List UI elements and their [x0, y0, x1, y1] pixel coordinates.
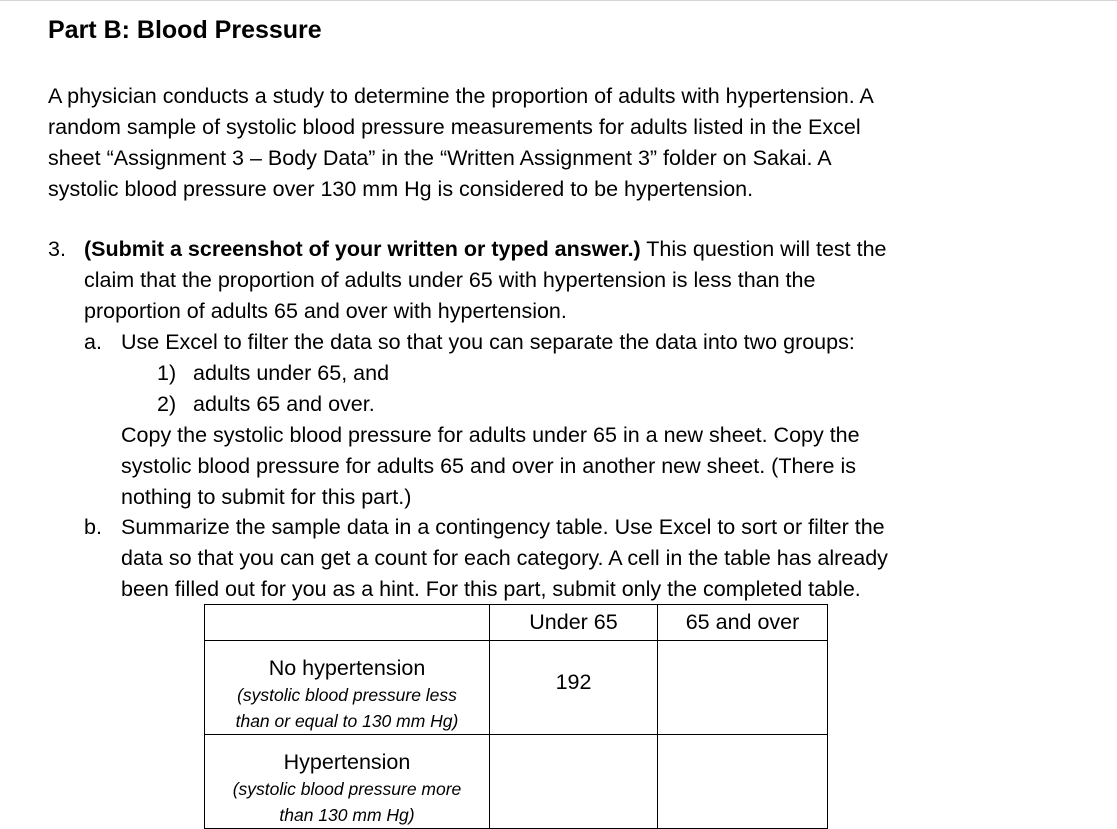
part-b-letter: b.: [84, 515, 102, 539]
part-a-letter: a.: [84, 330, 102, 354]
part-b-line: Summarize the sample data in a contingency table. Use Excel to sort or filter the: [121, 515, 885, 539]
contingency-table: [204, 604, 828, 829]
group-text: adults 65 and over.: [193, 392, 375, 416]
intro-line: systolic blood pressure over 130 mm Hg is considered to be hypertension.: [48, 177, 754, 201]
part-a-line: Copy the systolic blood pressure for adults under 65 in a new sheet. Copy the: [121, 423, 860, 447]
question-line: claim that the proportion of adults under 65 with hypertension is less than the: [84, 268, 816, 292]
part-b-line: been filled out for you as a hint. For this part, submit only the completed table.: [121, 577, 861, 601]
table-row: [205, 641, 828, 735]
question-bold-instruction: (Submit a screenshot of your written or typed answer.): [84, 237, 641, 261]
row-label-title: Hypertension: [283, 750, 411, 774]
row-label-subtitle: (systolic blood pressure more: [232, 779, 462, 799]
cell-no-hypertension-under-65[interactable]: [490, 641, 658, 735]
row-label-subtitle: (systolic blood pressure less: [237, 685, 457, 705]
question-body: [84, 234, 887, 327]
section-heading: Part B: Blood Pressure: [48, 16, 322, 44]
column-header-under-65: Under 65: [490, 605, 658, 641]
part-b-instructions: [121, 512, 888, 605]
question-line-rest: This question will test the: [640, 237, 887, 261]
part-a-intro: Use Excel to filter the data so that you can separate the data into two groups:: [121, 330, 855, 354]
cell-hypertension-65-and-over[interactable]: [658, 735, 828, 829]
intro-line: random sample of systolic blood pressure measurements for adults listed in the Excel: [48, 115, 861, 139]
group-number: 1): [157, 361, 177, 385]
cell-hypertension-under-65[interactable]: [490, 735, 658, 829]
intro-paragraph: [48, 81, 874, 205]
cell-value: 192: [555, 670, 592, 694]
row-label-subtitle: than or equal to 130 mm Hg): [235, 711, 459, 731]
part-b-line: data so that you can get a count for each category. A cell in the table has already: [121, 546, 888, 570]
page-top-border: [0, 0, 1117, 1]
intro-line: A physician conducts a study to determine the proportion of adults with hypertension. A: [48, 84, 874, 108]
table-row: [205, 735, 828, 829]
part-a-line: nothing to submit for this part.): [121, 485, 412, 509]
question-line: proportion of adults 65 and over with hypertension.: [84, 299, 567, 323]
part-a-instructions: [121, 420, 860, 513]
row-label-hypertension: [205, 735, 490, 829]
group-number: 2): [157, 392, 177, 416]
question-number: 3.: [48, 237, 66, 261]
group-text: adults under 65, and: [193, 361, 390, 385]
intro-line: sheet “Assignment 3 – Body Data” in the “Written Assignment 3” folder on Sakai. A: [48, 146, 832, 170]
table-header-row: [205, 605, 828, 641]
table-corner-cell: [205, 605, 490, 641]
column-header-65-and-over: 65 and over: [658, 605, 828, 641]
question-line: [84, 234, 887, 265]
row-label-subtitle: than 130 mm Hg): [279, 805, 415, 825]
cell-no-hypertension-65-and-over[interactable]: [658, 641, 828, 735]
row-label-no-hypertension: [205, 641, 490, 735]
part-a-line: systolic blood pressure for adults 65 and over in another new sheet. (There is: [121, 454, 856, 478]
row-label-title: No hypertension: [268, 656, 426, 680]
